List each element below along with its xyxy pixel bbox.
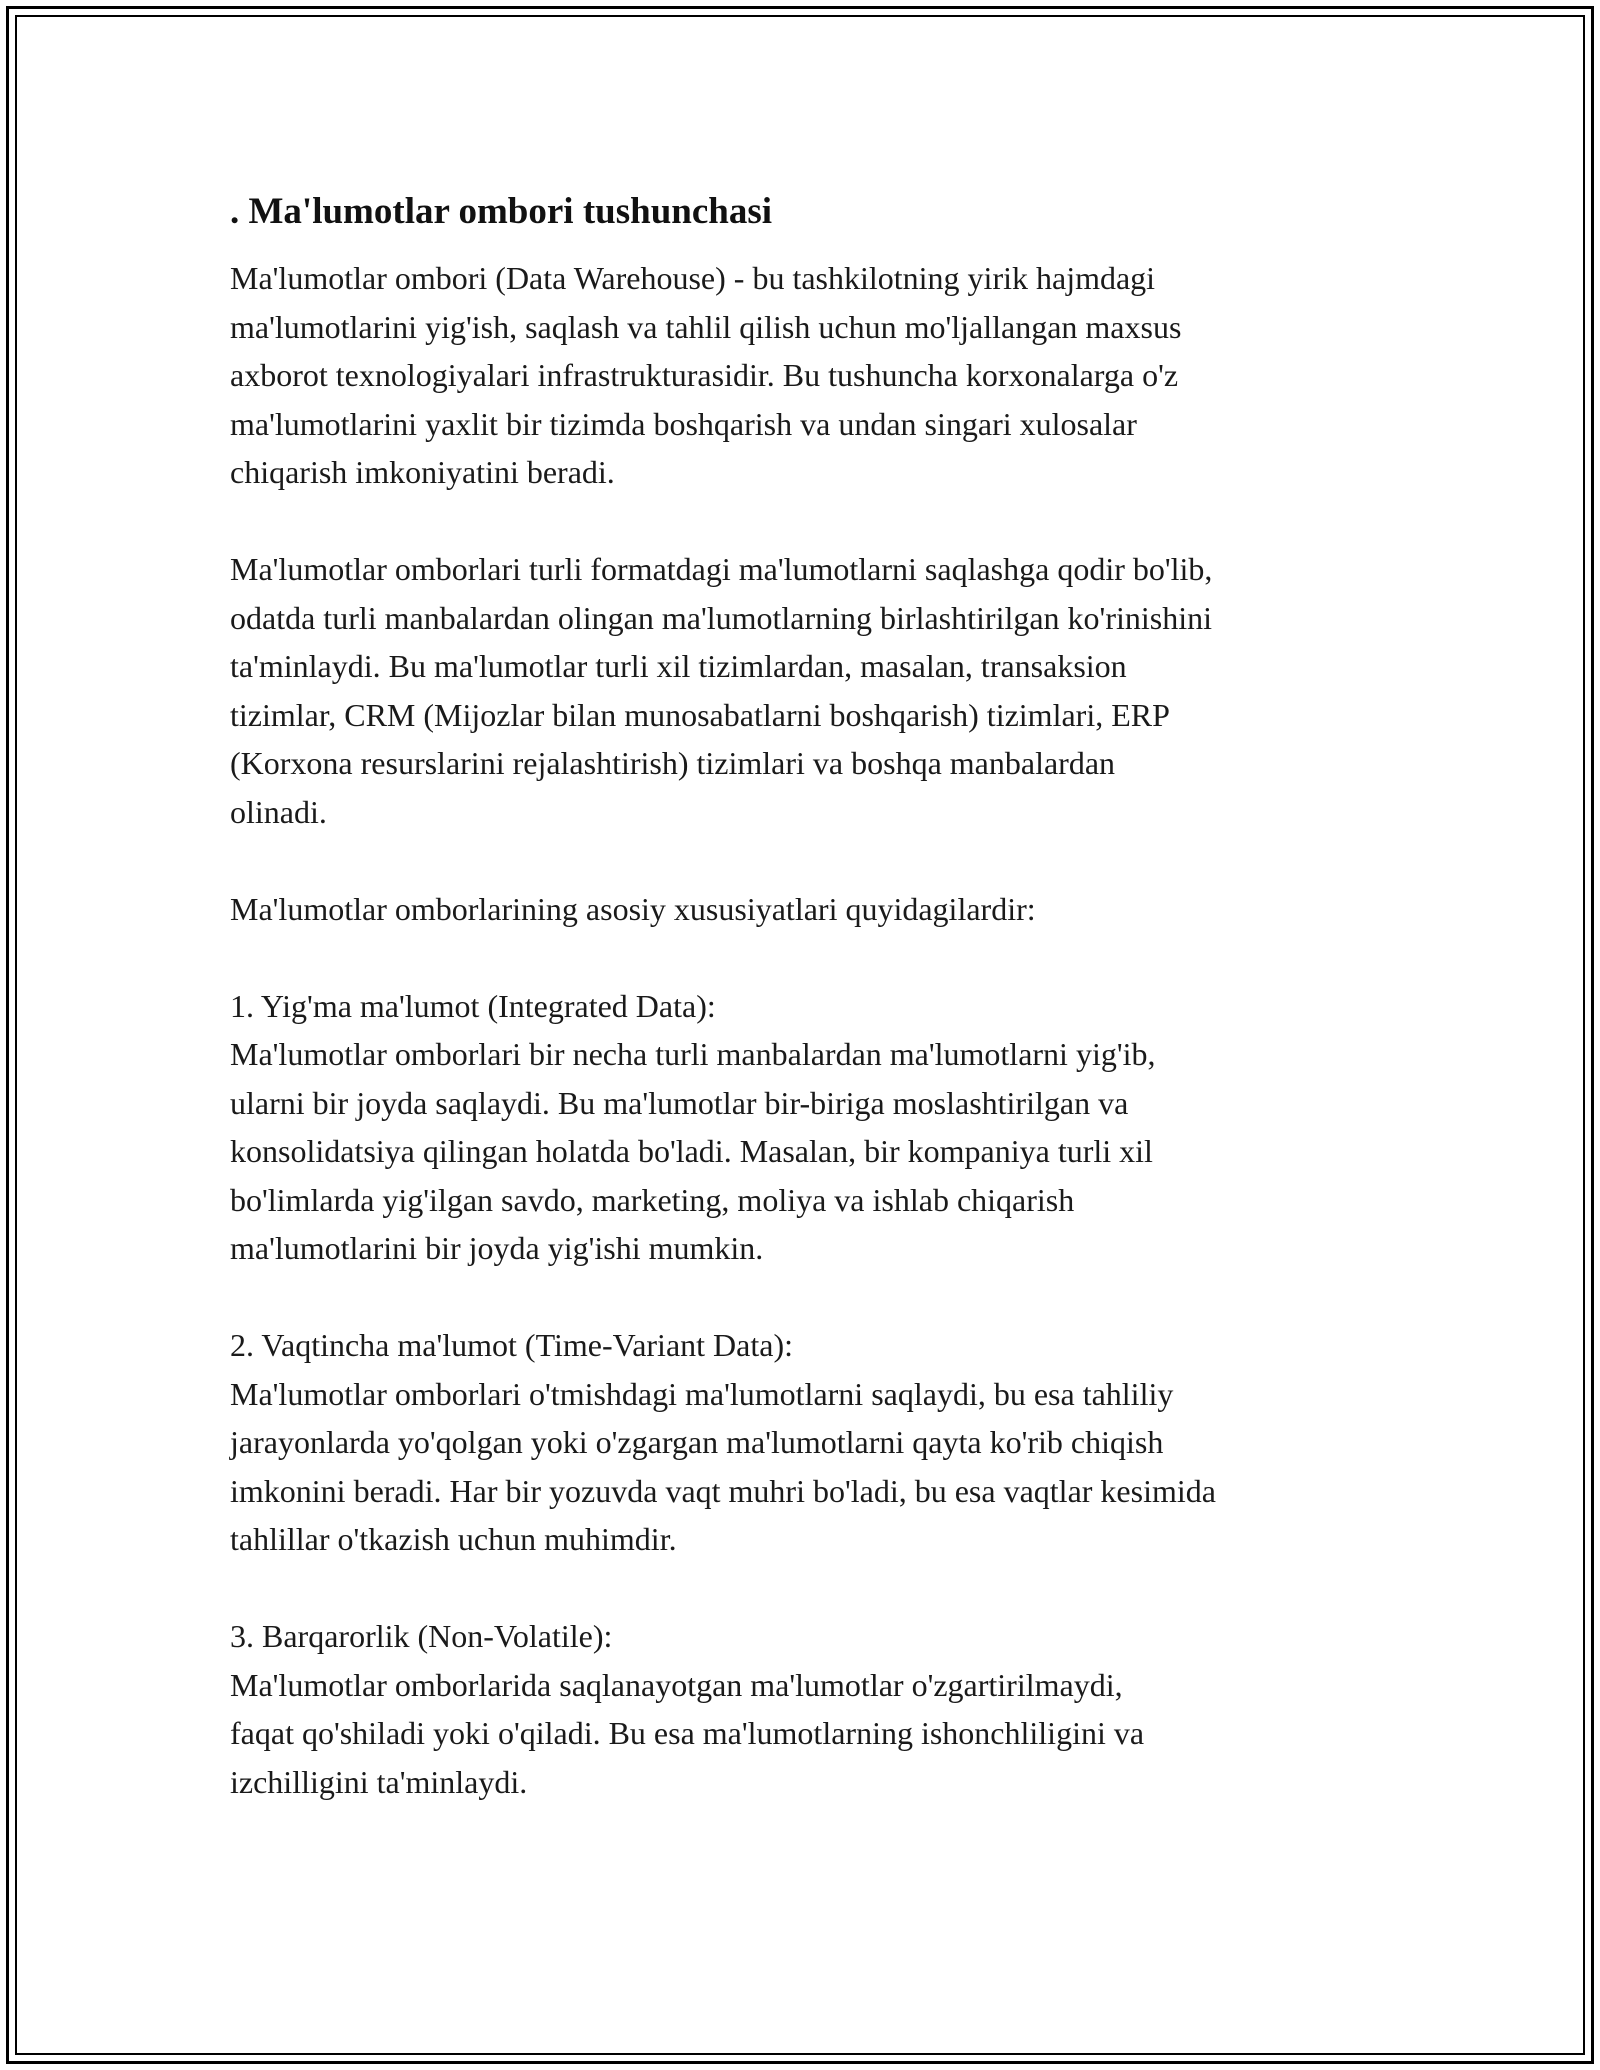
page-title: . Ma'lumotlar ombori tushunchasi <box>230 191 773 232</box>
list-item-heading: 3. Barqarorlik (Non-Volatile): <box>230 1618 613 1654</box>
paragraph-gap <box>230 836 1400 885</box>
paragraph-gap <box>230 1564 1400 1613</box>
list-item-body: Ma'lumotlar omborlari bir necha turli manbalardan ma'lumotlarni yig'ib, ularni bir joyda saqlaydi. Bu ma'lumotlar bir-biriga moslashtirilgan va konsolidatsiya qilingan holatda bo'ladi. Masalan, bir kompaniya turli xil bo'limlarda yig'ilgan savdo, marketing, moliya va ishlab chiqarish ma'lumotlarini bir joyda yig'ishi mumkin. <box>230 1036 1156 1266</box>
paragraph-gap <box>230 497 1400 546</box>
paragraph-features-lead: Ma'lumotlar omborlarining asosiy xususiyatlari quyidagilardir: <box>230 890 1036 927</box>
paragraph-intro: Ma'lumotlar ombori (Data Warehouse) - bu tashkilotning yirik hajmdagi ma'lumotlarini yig'ish, saqlash va tahlil qilish uchun mo'ljallangan maxsus axborot texnologiyalari infrastrukturasidir. Bu tushuncha korxonalarga o'z ma'lumotlarini yaxlit bir tizimda boshqarish va undan singari xulosalar chiqarish imkoniyatini beradi. <box>230 260 1182 490</box>
list-item-body: Ma'lumotlar omborlari o'tmishdagi ma'lumotlarni saqlaydi, bu esa tahliliy jarayonlarda yo'qolgan yoki o'zgargan ma'lumotlarni qayta ko'rib chiqish imkonini beradi. Har bir yozuvda vaqt muhri bo'ladi, bu esa vaqtlar kesimida tahlillar o'tkazish uchun muhimdir. <box>230 1375 1216 1557</box>
list-item <box>230 982 1400 1273</box>
list-item-body: Ma'lumotlar omborlarida saqlanayotgan ma'lumotlar o'zgartirilmaydi, faqat qo'shiladi yoki o'qiladi. Bu esa ma'lumotlarning ishonchliligini va izchilligini ta'minlaydi. <box>230 1666 1145 1800</box>
paragraph-gap <box>230 1273 1400 1322</box>
document-content <box>230 188 1400 1806</box>
list-item <box>230 1612 1400 1806</box>
list-item-heading: 1. Yig'ma ma'lumot (Integrated Data): <box>230 987 716 1024</box>
paragraph-sources: Ma'lumotlar omborlari turli formatdagi ma'lumotlarni saqlashga qodir bo'lib, odatda turli manbalardan olingan ma'lumotlarning birlashtirilgan ko'rinishini ta'minlaydi. Bu ma'lumotlar turli xil tizimlardan, masalan, transaksion tizimlar, CRM (Mijozlar bilan munosabatlarni boshqarish) tizimlari, ERP (Korxona resurslarini rejalashtirish) tizimlari va boshqa manbalardan olinadi. <box>230 551 1213 830</box>
list-item <box>230 1321 1400 1564</box>
paragraph-gap <box>230 933 1400 982</box>
list-item-heading: 2. Vaqtincha ma'lumot (Time-Variant Data): <box>230 1327 793 1363</box>
